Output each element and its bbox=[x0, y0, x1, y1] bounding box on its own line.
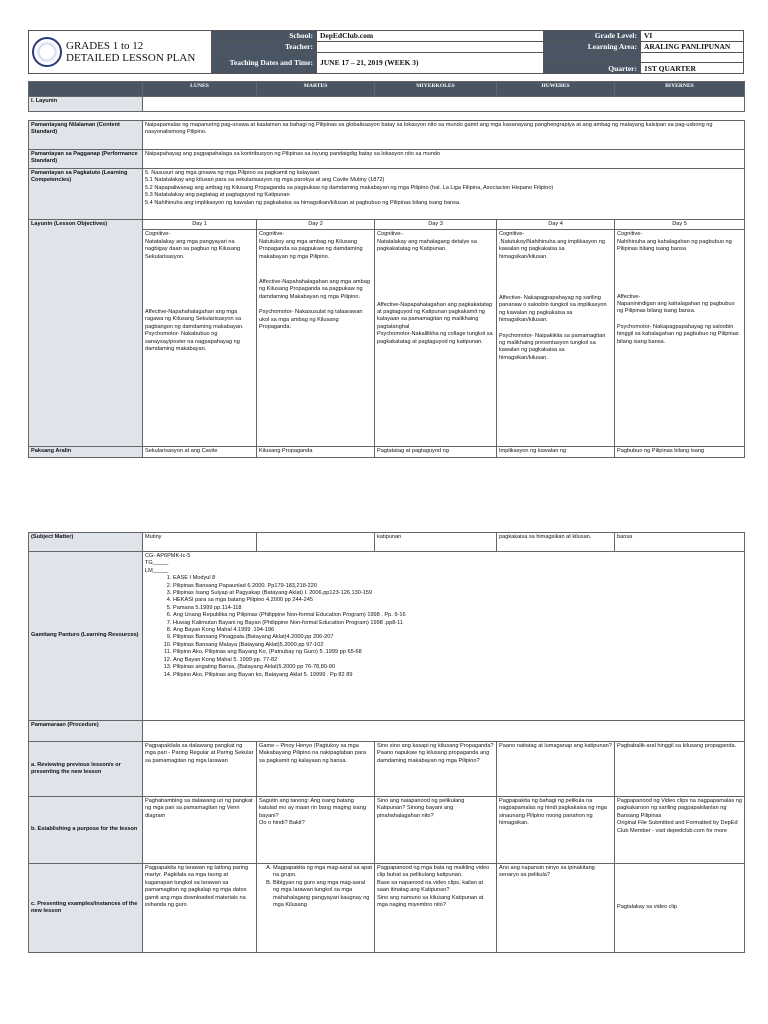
content-standard-text: Naipapamalas ng mapanuring pag-unawa at kaalaman sa bahagi ng Pilipinas sa globalisasyon batay sa lokasyon nito sa mundo gamit ang mga kasanayang pangheograpiya at ang ambag ng malayang kaisipan sa pag-usbong ng nasyonalismong Pilipino. bbox=[143, 121, 745, 150]
psychomotor-text: Psychomotor-Nakalilikha ng collage tungkol sa pagkakatatag at pagtaguyod ng katipunan. bbox=[377, 331, 493, 345]
day-header-martes: MARTES bbox=[257, 82, 375, 97]
dates-label: Teaching Dates and Time: bbox=[212, 52, 317, 74]
dates-value: JUNE 17 – 21, 2019 (WEEK 3) bbox=[317, 52, 544, 74]
resource-item: 10. Pilipinas Bansang Malaya (Batayang Aklat)5.2000.pp 97-102 bbox=[173, 642, 742, 649]
proc-c-day3: Pagpapanood ng mga bata ng maikling video clip buhat sa pelikulang katipunan. Base sa napanood na video clips, kailan at saan itinatag ang Katipunan? Sino ang namuno sa kilusang Katipunan at mga naging miyembro nito? bbox=[375, 864, 497, 953]
subject-day3: Pagtatatag at pagtaguyod ng bbox=[375, 447, 497, 458]
school-value: DepEdClub.com bbox=[317, 31, 544, 42]
resource-item: 2. Pilipinas Bansang Papaunlad 6 2000. Pp179-183,218-220 bbox=[173, 583, 742, 590]
proc-a-day3: Sino sino ang kasapi ng kilusang Propaganda? Paano napukaw ng kilusang propaganda ang damdaming makabayan ng mga Pilipino? bbox=[375, 742, 497, 797]
header-table bbox=[28, 30, 744, 74]
resource-item: 13. Pilipinas angating Bansa, (Batayang Aklat)5.2000 pp 76-78,80-90 bbox=[173, 664, 742, 671]
day-label-3: Day 3 bbox=[375, 220, 497, 230]
objectives-section-label: I. Layunin bbox=[29, 97, 143, 112]
competency-item: 5.1 Natatalakay ang kilusan para sa sekularisasyon ng mga parokya at ang Cavite Mutiny (1872) bbox=[145, 177, 385, 184]
proc-c-martes-item: A. Magpapakita ng mga mag-aaral sa apat na grupo. bbox=[273, 865, 372, 880]
proc-c-day4: Ano ang napansin ninyo sa ipinakitang senaryo sa pelikula? bbox=[497, 864, 615, 953]
blank-label bbox=[544, 52, 641, 63]
subject2-day1: Mutiny bbox=[143, 533, 257, 552]
resource-code: LM_____ bbox=[145, 567, 169, 574]
lesson-objectives-label: Layunin (Lesson Objectives) bbox=[29, 220, 143, 447]
cognitive-text: Cognitive- Natatalakay ang mga pangyayari na nagbigay daan sa pagbuo ng Kilusang Sekularisasyon. bbox=[145, 231, 241, 260]
proc-a-day2: Game – Pinoy Henyo (Pagtukoy sa mga Makabayang Pilipino na nakipaglaban para sa pagkamit ng kalayaan ng bansa. bbox=[257, 742, 375, 797]
proc-c-day2 bbox=[257, 864, 375, 953]
proc-b-day4: Pagpapakita ng bahagi ng pelikula na nagpapamalas ng hindi pagkakaisa ng mga sinaunang Pilipino noong panahon ng himagsikan. bbox=[497, 797, 615, 864]
cognitive-text: Cognitive- Natutukoy ang mga ambag ng Kilusang Propaganda sa pagpukaw ng damdaming makabayan ng mga Pilipino. bbox=[259, 231, 363, 260]
area-value: ARALING PANLIPUNAN bbox=[641, 41, 744, 52]
resource-item: 3. Pilipinas Isang Sulyap at Pagyakap (Batayang Aklat) I. 2006.pp123-126,130-159 bbox=[173, 590, 742, 597]
cognitive-text: Cognitive- Nahihinuha ang kahalagahan ng pagbubuo ng Pilipinas bilang isang bansa bbox=[617, 231, 732, 253]
proc-b-day3: Sino ang naiapanood ng pelikulang Katipunan? Sinong bayani ang pinahahalagahan nito? bbox=[375, 797, 497, 864]
subject2-day4: pagkakaisa sa himagsikan at kilusan. bbox=[497, 533, 615, 552]
day-label-4: Day 4 bbox=[497, 220, 615, 230]
psychomotor-text: Psychomotor- Nakasusulat ng talaarawan ukol sa mga ambag ng Kilusang Propaganda. bbox=[259, 309, 363, 331]
resource-item: 11. Pilipino Ako, Pilipinas ang Bayang Ko, (Patnubay ng Guro) 5 .1999 pp 65-68 bbox=[173, 649, 742, 656]
procedure-blank bbox=[143, 721, 745, 742]
psychomotor-text: Psychomotor- Nakabubuo ng sanaysay/poster na nagpapahayag ng damdaming makabayan. bbox=[145, 331, 240, 353]
grade-label: Grade Level: bbox=[544, 31, 641, 42]
subject2-day3: katipunan bbox=[375, 533, 497, 552]
cognitive-text: Cognitive- .Natutukoy/Nahihinuha ang implikasyon ng kawalan ng pagkakaisa sa himagsikan/kilusan. bbox=[499, 231, 606, 260]
affective-text: Affective-Napapahalagahan ang pagkakatatag at pagtaguyod ng Katipunan pagkakamit ng kalayaan sa pamamagitan ng malikhaing pagtatanghal bbox=[377, 301, 492, 330]
lesson-plan-table-page2 bbox=[28, 532, 745, 953]
subject-label-2: (Subject Matter) bbox=[29, 533, 143, 552]
resource-item: 4. HEKASI para sa mga batang Pilipino 4.2000 pp 244-245 bbox=[173, 597, 742, 604]
objective-day2 bbox=[257, 230, 375, 447]
day-header-miyerkoles: MIYERKOLES bbox=[375, 82, 497, 97]
resource-item: 7. Huwag Kalimutan Bayani ng Bayan (Philippine Non-formal Education Program) 1998 .pp8-11 bbox=[173, 620, 742, 627]
proc-b-day5: Pagpapanood ng Video clips na nagpapamalas ng pagkakaroon ng sariling pagpapakilanlan ng Bansang Pilipinas Original File Submitted and Formatted by DepEd Club Member - visit depedclub.com for more bbox=[615, 797, 745, 864]
resources-label: Gamitang Panturo (Learning Resources) bbox=[29, 552, 143, 721]
objective-day5 bbox=[615, 230, 745, 447]
resource-item: 5. Pamana 5.1999 pp.114-118 bbox=[173, 605, 742, 612]
procedure-label: Pamamaraan (Procedure) bbox=[29, 721, 143, 742]
psychomotor-text: Psychomotor- Naipakikita sa pamamagitan ng malikhaing presentasyon tungkol sa kawalan ng pagkakaisa sa himagsikan/kilusan. bbox=[499, 332, 606, 361]
proc-c-day5: Pagtalakay sa video clip bbox=[615, 864, 745, 953]
day-label-5: Day 5 bbox=[615, 220, 745, 230]
objective-day1 bbox=[143, 230, 257, 447]
performance-standard-label: Pamantayan sa Pagganap (Performance Standard) bbox=[29, 150, 143, 169]
quarter-value: 1ST QUARTER bbox=[641, 63, 744, 74]
proc-c-day1: Pagpapakita ng larawan ng tatlong paring martyr. Pagkilala sa mga taong at kaganapan tungkol sa larawan sa pamamagitan ng pagkalap ng mga datos gamit ang mga downloaded materials na inihanda ng guro bbox=[143, 864, 257, 953]
resource-code: TG_____ bbox=[145, 560, 169, 567]
school-label: School: bbox=[212, 31, 317, 42]
resource-item: 9. Pilipinas Bansang Pinagpala.(Batayang Aklat)4.2000.pp 206-207 bbox=[173, 634, 742, 641]
teacher-label: Teacher: bbox=[212, 41, 317, 52]
proc-a-day4: Paano naitatag at lumaganap ang katipunan? bbox=[497, 742, 615, 797]
corner-cell bbox=[29, 82, 143, 97]
objective-day4 bbox=[497, 230, 615, 447]
resources-text bbox=[143, 552, 745, 721]
day-header-huwebes: HUWEBES bbox=[497, 82, 615, 97]
competency-item: 5.2 Napapaliwanag ang ambag ng Kilusang Propaganda sa pagpukaw ng damdaming makabayan ng mga Pilipino (hal. La Liga Filipina, Asociacion Hispano Filipino) bbox=[145, 184, 554, 191]
resource-item: 14. Pilipino Ako, Pilipinas ang Bayan ko, Batayang Aklat 5. 19999 . Pp 82 89 bbox=[173, 672, 742, 679]
subject-day4: Implikasyon ng kawalan ng bbox=[497, 447, 615, 458]
day-header-lunes: LUNES bbox=[143, 82, 257, 97]
header-title-cell bbox=[29, 31, 212, 74]
day-header-biyernes: BIYERNES bbox=[615, 82, 745, 97]
deped-seal-icon bbox=[32, 37, 62, 67]
content-standard-label: Pamantayang Nilalaman (Content Standard) bbox=[29, 121, 143, 150]
lesson-plan-table-page1 bbox=[28, 81, 745, 458]
area-label: Learning Area: bbox=[544, 41, 641, 52]
proc-c-martes-item: B. Bibigyan ng guro ang mga mag-aaral ng mga larawan tungkol sa mga mahahalagang pangyayari kaugnay ng mga Kilusang bbox=[273, 880, 372, 910]
day-label-2: Day 2 bbox=[257, 220, 375, 230]
competency-item: 5.4 Nahihinuha ang implikasyon ng kawalan ng pagkakaisa sa himagsikan/kilusan at pagbubuo ng Pilipinas bilang isang bansa. bbox=[145, 199, 461, 206]
blank-value bbox=[641, 52, 744, 63]
resources-list bbox=[145, 575, 742, 679]
subject2-day2 bbox=[257, 533, 375, 552]
competencies-label: Pamantayan sa Pagkatuto (Learning Competencies) bbox=[29, 169, 143, 220]
subject-day5: Pagbubuo ng Pilipinas bilang isang bbox=[615, 447, 745, 458]
proc-a-label: a. Reviewing previous lesson/s or presenting the new lesson bbox=[29, 742, 143, 797]
proc-a-day1: Pagpapakilala sa dalawang pangkat ng mga pari - Paring Regular at Paring Sekular sa pamamagitan ng mga larawan bbox=[143, 742, 257, 797]
proc-a-day5: Pagbabalik-aral hinggil sa kilusang propaganda. bbox=[615, 742, 745, 797]
performance-standard-text: Naipapahayag ang pagpapahalaga sa kontribusyon ng Pilipinas sa isyung pandaigdig batay sa lokasyon nito sa mundo bbox=[143, 150, 745, 169]
proc-c-label: c. Presenting examples/instances of the new lesson bbox=[29, 864, 143, 953]
resource-code: CG- AP6PMK-Ic-5 bbox=[145, 553, 191, 559]
spacer bbox=[29, 112, 745, 121]
subject-day1: Sekularisasyon at ang Cavite bbox=[143, 447, 257, 458]
affective-text: Affective-Napahahalagahan ang mga ambag ng Kilusang Propaganda sa pagpukaw ng damdaming Makabayan ng mga Pilipino. bbox=[259, 279, 370, 300]
affective-text: Affective- Nakapagpapahayag ng sariling pananaw o saloobin tungkol sa implikasyon ng kawalan ng pagkakaisa sa himagsikan/kilusan. bbox=[499, 295, 607, 324]
objectives-section-blank bbox=[143, 97, 745, 112]
objective-day3 bbox=[375, 230, 497, 447]
subject2-day5: bansa bbox=[615, 533, 745, 552]
grade-value: VI bbox=[641, 31, 744, 42]
competency-item: 5. Nasusuri ang mga ginawa ng mga Pilipino sa pagkamit ng kalayaan. bbox=[145, 170, 321, 176]
resource-item: 12. Ang Bayan Kong Mahal 5. 1999 pp. 77-82 bbox=[173, 657, 742, 664]
competency-item: 5.3 Natatalakay ang pagtatag at pagtaguyod ng Katipunan bbox=[145, 192, 290, 199]
title-line1: GRADES 1 to 12 bbox=[66, 40, 144, 52]
proc-b-day1: Paghahambing sa dalawang uri ng pangkat ng mga pari sa pamamagitan ng Venn diagram bbox=[143, 797, 257, 864]
proc-b-label: b. Establishing a purpose for the lesson bbox=[29, 797, 143, 864]
affective-text: Affective- Napaninindigan ang kahalagahan ng pagbubuo ng Pilipinas bilang isang bansa. bbox=[617, 293, 735, 315]
teacher-value bbox=[317, 41, 544, 52]
subject-day2: Kilusang Propaganda bbox=[257, 447, 375, 458]
psychomotor-text: Psychomotor- Nakapagpapahayag ng saloobin hinggil sa kahalagahan ng pagbubuo ng Pilipinas bilang isang bansa. bbox=[617, 323, 739, 345]
day-label-1: Day 1 bbox=[143, 220, 257, 230]
competencies-text bbox=[143, 169, 745, 220]
resource-item: 6. Ang Unang Republika ng Pilipinas (Philippine Non-formal Education Program) 1998 . Pp. 9-16 bbox=[173, 612, 742, 619]
cognitive-text: Cognitive-. Natatalakay ang mahalagang detalye sa pagkakatatag ng Katipunan. bbox=[377, 231, 477, 253]
affective-text: Affective-Napahahalagahan ang mga ragawa ng Kilusang Sekularisasyon sa pagbangon ng damdaming makabayan. bbox=[145, 309, 244, 330]
title-line2: DETAILED LESSON PLAN bbox=[66, 52, 196, 64]
proc-b-day2: Sagutin ang tanong: Ang isang batang katulad mo ay maari rin bang maging isang bayani? Oo o hindi? Bakit? bbox=[257, 797, 375, 864]
subject-label-1: Paksang Aralin bbox=[29, 447, 143, 458]
quarter-label: Quarter: bbox=[544, 63, 641, 74]
resource-item: 1. EASE I Modyul 8 bbox=[173, 575, 742, 582]
resource-item: 8. Ang Bayan Kong Mahal 4.1999 .194-196 bbox=[173, 627, 742, 634]
